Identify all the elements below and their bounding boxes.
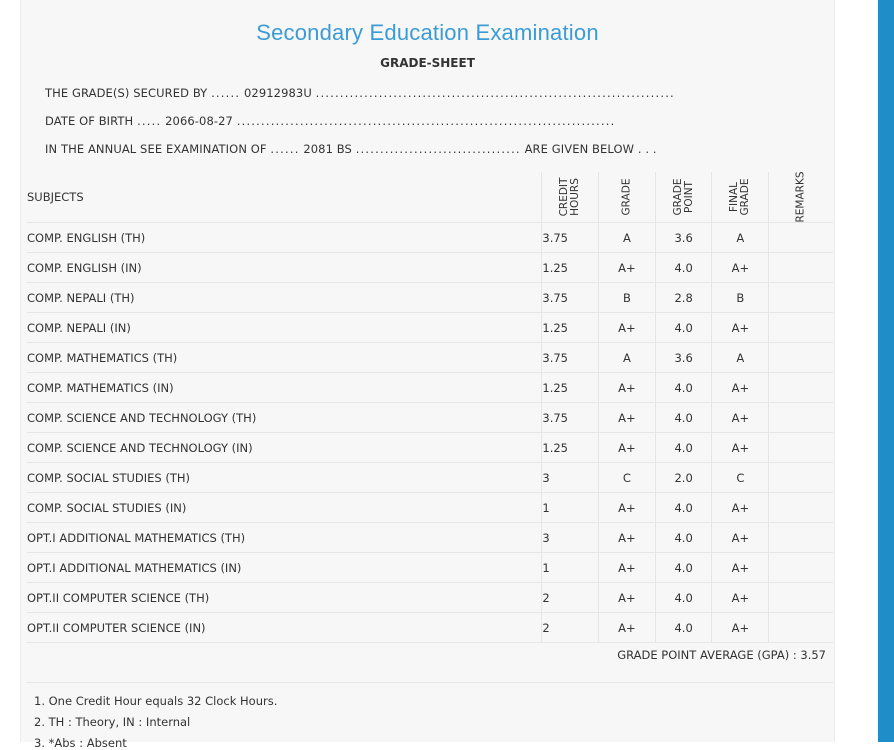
table-header-row [27, 172, 833, 223]
divider [27, 682, 833, 683]
grade-cell: A+ [599, 613, 656, 643]
page-title: Secondary Education Examination [256, 20, 599, 45]
grade-cell: A+ [599, 253, 656, 283]
grade-sheet-heading: GRADE-SHEET [380, 56, 475, 70]
grade-point-cell: 4.0 [655, 313, 712, 343]
credit-hours-cell: 1.25 [542, 253, 599, 283]
gpa-summary: GRADE POINT AVERAGE (GPA) : 3.57 [617, 648, 826, 662]
table-row [27, 343, 833, 373]
final-grade-cell: A+ [712, 613, 769, 643]
grade-point-cell: 4.0 [655, 553, 712, 583]
credit-hours-cell: 3 [542, 463, 599, 493]
exam-suffix: ARE GIVEN BELOW . . . [524, 142, 657, 156]
grade-point-cell: 4.0 [655, 493, 712, 523]
header-subjects: SUBJECTS [27, 172, 542, 223]
table-row [27, 433, 833, 463]
final-grade-cell: A+ [712, 433, 769, 463]
exam-line: IN THE ANNUAL SEE EXAMINATION OF ...... 2081 BS .................................. ARE GIVEN BELOW . . . [45, 142, 657, 156]
remarks-cell [769, 313, 833, 343]
note-credit-hour: 1. One Credit Hour equals 32 Clock Hours. [34, 694, 278, 708]
credit-hours-cell: 2 [542, 613, 599, 643]
credit-hours-cell: 3 [542, 523, 599, 553]
remarks-cell [769, 253, 833, 283]
table-row [27, 613, 833, 643]
grade-point-cell: 4.0 [655, 523, 712, 553]
credit-hours-cell: 1 [542, 553, 599, 583]
table-row [27, 523, 833, 553]
grade-cell: A [599, 223, 656, 253]
grades-table [27, 172, 833, 643]
credit-hours-cell: 2 [542, 583, 599, 613]
remarks-cell [769, 613, 833, 643]
header-grade: GRADE [599, 172, 656, 223]
grade-point-cell: 4.0 [655, 583, 712, 613]
grade-cell: A+ [599, 373, 656, 403]
grade-cell: A [599, 343, 656, 373]
remarks-cell [769, 583, 833, 613]
credit-hours-cell: 1 [542, 493, 599, 523]
final-grade-cell: A [712, 223, 769, 253]
final-grade-cell: C [712, 463, 769, 493]
grade-point-cell: 2.8 [655, 283, 712, 313]
table-row [27, 493, 833, 523]
final-grade-cell: A+ [712, 583, 769, 613]
subject-cell: OPT.I ADDITIONAL MATHEMATICS (IN) [27, 553, 542, 583]
table-row [27, 373, 833, 403]
grade-point-cell: 3.6 [655, 343, 712, 373]
dob-line: DATE OF BIRTH ..... 2066-08-27 .............................................................................. [45, 114, 616, 128]
exam-value: 2081 BS [303, 142, 352, 156]
subject-cell: COMP. NEPALI (TH) [27, 283, 542, 313]
subject-cell: COMP. SOCIAL STUDIES (IN) [27, 493, 542, 523]
grade-cell: A+ [599, 493, 656, 523]
grade-point-cell: 2.0 [655, 463, 712, 493]
table-row [27, 253, 833, 283]
grade-point-cell: 4.0 [655, 613, 712, 643]
grade-cell: A+ [599, 403, 656, 433]
subject-cell: OPT.II COMPUTER SCIENCE (IN) [27, 613, 542, 643]
note-theory-internal: 2. TH : Theory, IN : Internal [34, 715, 191, 729]
final-grade-cell: A+ [712, 313, 769, 343]
header-credit-hours: CREDIT HOURS [542, 172, 599, 223]
table-row [27, 283, 833, 313]
remarks-cell [769, 553, 833, 583]
remarks-cell [769, 283, 833, 313]
grade-point-cell: 3.6 [655, 223, 712, 253]
credit-hours-cell: 1.25 [542, 313, 599, 343]
symbol-number: 02912983U [243, 86, 312, 100]
remarks-cell [769, 343, 833, 373]
secured-by-line: THE GRADE(S) SECURED BY ...... 02912983U .......................................................................... [45, 86, 675, 100]
grade-point-cell: 4.0 [655, 403, 712, 433]
final-grade-cell: A+ [712, 403, 769, 433]
subject-cell: COMP. SCIENCE AND TECHNOLOGY (IN) [27, 433, 542, 463]
final-grade-cell: A+ [712, 253, 769, 283]
dob-value: 2066-08-27 [165, 114, 233, 128]
remarks-cell [769, 523, 833, 553]
grade-cell: A+ [599, 583, 656, 613]
table-row [27, 403, 833, 433]
subject-cell: COMP. SOCIAL STUDIES (TH) [27, 463, 542, 493]
grade-cell: A+ [599, 523, 656, 553]
grade-cell: B [599, 283, 656, 313]
grade-cell: C [599, 463, 656, 493]
credit-hours-cell: 3.75 [542, 283, 599, 313]
grade-sheet [20, 0, 835, 750]
table-row [27, 583, 833, 613]
table-row [27, 463, 833, 493]
table-row [27, 223, 833, 253]
credit-hours-cell: 3.75 [542, 223, 599, 253]
header-remarks: REMARKS [769, 172, 833, 223]
subject-cell: COMP. MATHEMATICS (TH) [27, 343, 542, 373]
table-row [27, 553, 833, 583]
header-final-grade: FINAL GRADE [712, 172, 769, 223]
remarks-cell [769, 403, 833, 433]
final-grade-cell: A+ [712, 493, 769, 523]
remarks-cell [769, 433, 833, 463]
grade-cell: A+ [599, 553, 656, 583]
grade-cell: A+ [599, 433, 656, 463]
credit-hours-cell: 3.75 [542, 343, 599, 373]
remarks-cell [769, 373, 833, 403]
final-grade-cell: A [712, 343, 769, 373]
subject-cell: OPT.I ADDITIONAL MATHEMATICS (TH) [27, 523, 542, 553]
credit-hours-cell: 1.25 [542, 373, 599, 403]
remarks-cell [769, 463, 833, 493]
subject-cell: OPT.II COMPUTER SCIENCE (TH) [27, 583, 542, 613]
subject-cell: COMP. ENGLISH (IN) [27, 253, 542, 283]
note-absent: 3. *Abs : Absent [34, 736, 127, 750]
subject-cell: COMP. NEPALI (IN) [27, 313, 542, 343]
grade-point-cell: 4.0 [655, 433, 712, 463]
page-scrollbar[interactable] [878, 0, 894, 742]
table-row [27, 313, 833, 343]
remarks-cell [769, 223, 833, 253]
dob-label: DATE OF BIRTH [45, 114, 134, 128]
secured-by-label: THE GRADE(S) SECURED BY [45, 86, 208, 100]
subject-cell: COMP. ENGLISH (TH) [27, 223, 542, 253]
credit-hours-cell: 3.75 [542, 403, 599, 433]
credit-hours-cell: 1.25 [542, 433, 599, 463]
subject-cell: COMP. SCIENCE AND TECHNOLOGY (TH) [27, 403, 542, 433]
final-grade-cell: A+ [712, 553, 769, 583]
grade-point-cell: 4.0 [655, 253, 712, 283]
grade-point-cell: 4.0 [655, 373, 712, 403]
header-grade-point: GRADE POINT [655, 172, 712, 223]
exam-label: IN THE ANNUAL SEE EXAMINATION OF [45, 142, 267, 156]
final-grade-cell: A+ [712, 523, 769, 553]
grade-cell: A+ [599, 313, 656, 343]
subject-cell: COMP. MATHEMATICS (IN) [27, 373, 542, 403]
remarks-cell [769, 493, 833, 523]
final-grade-cell: A+ [712, 373, 769, 403]
final-grade-cell: B [712, 283, 769, 313]
